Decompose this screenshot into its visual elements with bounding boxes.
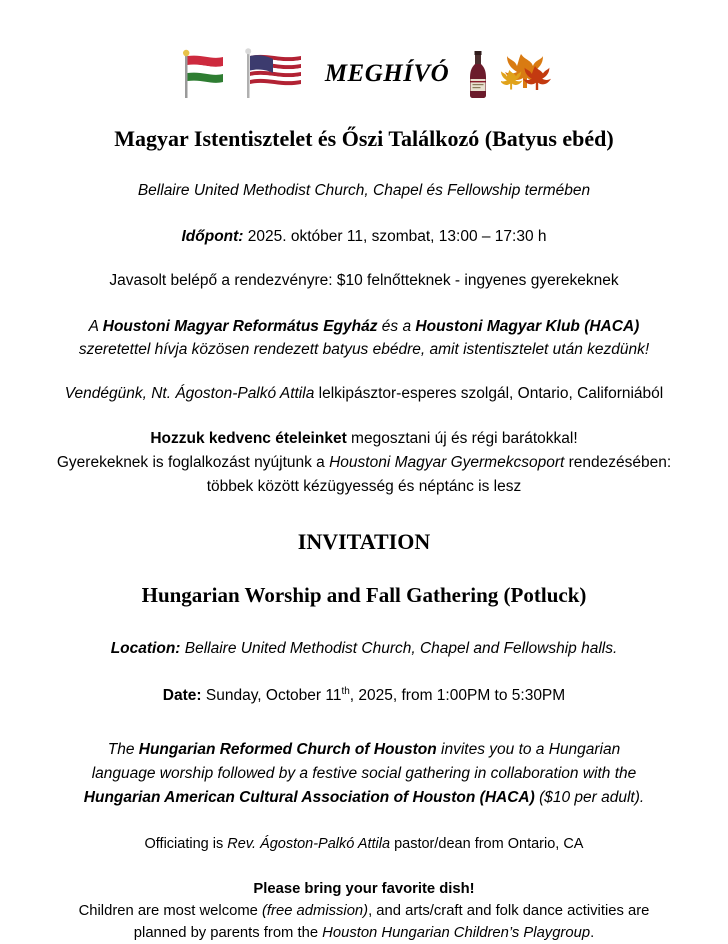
closing-children-suffix: , and arts/craft and folk dance activities are (368, 902, 650, 919)
english-body-block (34, 738, 694, 810)
hungarian-time-label: Időpont: (181, 228, 244, 245)
kids-prefix: Gyerekeknek is foglalkozást nyújtunk a (56, 454, 330, 472)
english-date-line (34, 686, 694, 705)
english-location-value: Bellaire United Methodist Church, Chapel and Fellowship halls. (184, 640, 618, 658)
hungarian-flag-icon (173, 48, 229, 100)
closing-bring-dish: Please bring your favorite dish! (253, 880, 475, 897)
english-body-line2: language worship followed by a festive social gathering in collaboration with the (91, 764, 637, 782)
hungarian-title: Magyar Istentisztelet és Őszi Találkozó (Batyus ebéd) (114, 126, 614, 151)
invite-prefix: A (88, 317, 103, 335)
english-officiating-line (34, 836, 694, 852)
hungarian-invite-block (34, 315, 694, 362)
header-icon-row (34, 48, 694, 100)
officiating-prefix: Officiating is (144, 835, 228, 852)
closing-children-prefix: Children are most welcome (78, 902, 262, 919)
meghivo-heading: MEGHÍVÓ (324, 60, 450, 87)
kids-suffix: rendezésében: (564, 454, 672, 472)
food-bold: Hozzuk kedvenc ételeinket (150, 430, 347, 448)
closing-planned-prefix: planned by parents from the (133, 925, 323, 942)
hungarian-venue: Bellaire United Methodist Church, Chapel és Fellowship termében (137, 182, 591, 199)
english-date-ordinal: th (341, 686, 350, 698)
officiating-suffix: pastor/dean from Ontario, CA (390, 835, 584, 852)
english-body-fee: ($10 per adult). (534, 788, 645, 806)
invite-conjunction: és a (377, 317, 416, 335)
invite-org-club: Houstoni Magyar Klub (HACA) (415, 317, 640, 335)
kids-org: Houstoni Magyar Gyermekcsoport (329, 454, 565, 472)
hungarian-entry-fee: Javasolt belépő a rendezvényre: $10 felnőtteknek - ingyenes gyerekeknek (109, 272, 619, 290)
closing-free-admission: (free admission) (262, 902, 369, 919)
kids-activities: többek között kézügyesség és néptánc is lesz (206, 478, 522, 496)
hungarian-food-block (34, 427, 694, 499)
english-date-value-1: Sunday, October 11 (205, 687, 342, 705)
officiating-name: Rev. Ágoston-Palkó Attila (227, 835, 391, 852)
wine-bottle-icon (465, 48, 491, 100)
english-location-label: Location: (110, 640, 181, 658)
invite-org-church: Houstoni Magyar Református Egyház (102, 317, 378, 335)
english-location-line (34, 640, 694, 658)
english-title: Hungarian Worship and Fall Gathering (Potluck) (141, 583, 587, 608)
english-body-mid: invites you to a Hungarian (436, 740, 621, 758)
english-body-prefix: The (107, 740, 139, 758)
hungarian-guest-line (34, 385, 694, 403)
english-org-haca: Hungarian American Cultural Association of Houston (HACA) (83, 788, 535, 806)
guest-name: Vendégünk, Nt. Ágoston-Palkó Attila (64, 385, 315, 403)
guest-rest: lelkipásztor-esperes szolgál, Ontario, Californiából (314, 385, 664, 403)
food-rest: megosztani új és régi barátokkal! (346, 430, 578, 448)
english-org-church: Hungarian Reformed Church of Houston (138, 740, 437, 758)
hungarian-time-value: 2025. október 11, szombat, 13:00 – 17:30 h (247, 228, 547, 245)
english-date-label: Date: (162, 687, 202, 705)
hungarian-time-line (34, 226, 694, 248)
english-invitation-heading: INVITATION (297, 529, 431, 555)
usa-flag-icon (239, 48, 309, 100)
invite-tail: szeretettel hívja közösen rendezett batyus ebédre, amit istentisztelet után kezdünk! (78, 341, 650, 359)
autumn-leaves-icon (501, 48, 555, 100)
closing-playgroup: Houston Hungarian Children’s Playgroup (322, 925, 591, 942)
english-closing-block (34, 878, 694, 944)
english-date-value-2: , 2025, from 1:00PM to 5:30PM (349, 687, 566, 705)
closing-period: . (590, 925, 595, 942)
